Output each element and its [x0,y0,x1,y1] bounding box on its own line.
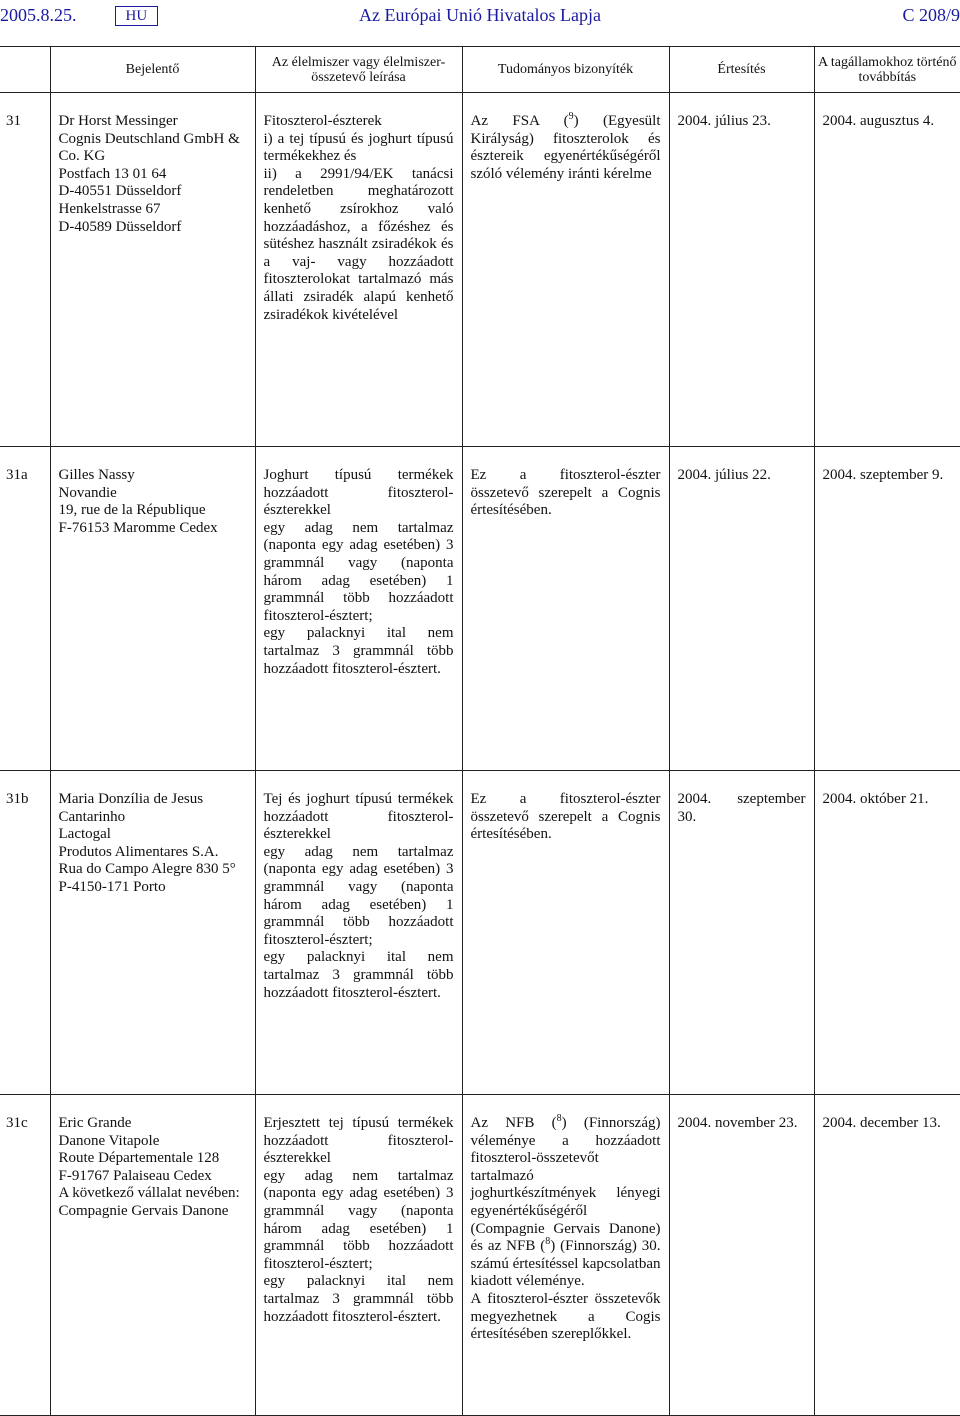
notifier-line: A következő vállalat nevében: [58,1185,240,1202]
row-number: 31c [0,1095,50,1416]
col-header-evidence: Tudományos bizonyíték [462,47,669,93]
notifier-line: Dr Horst Messinger [58,113,178,129]
evidence-cell [462,1095,669,1416]
table-header-row [0,47,960,93]
notifier-line: Route Départementale 128 [58,1150,220,1167]
evidence-cell: Ez a fitoszterol-észter összetevő szerepelt a Cognis értesítésében. [462,447,669,771]
description-line: egy palacknyi ital nem tartalmaz 3 grammnál több hozzáadott fitoszterol-észtert. [263,949,454,1001]
notifier-line: Rua do Campo Alegre 830 5° [58,861,236,878]
evidence-text: ) (Finnország) véleménye a hozzáadott fitoszterol-összetevőt tartalmazó joghurtkészítmények lényegi egyenértékűségéről (Compagnie Gervais Danone) és az NFB ( [470,1115,661,1255]
notifier-line: Novandie [58,484,117,501]
description-line: egy adag nem tartalmaz (naponta egy adag esetében) 3 grammnál vagy (naponta három adag esetében) 1 grammnál több hozzáadott fitoszterol-észtert; [263,519,454,624]
notifier-line: D-40589 Düsseldorf [58,218,182,235]
notifier-line: Eric Grande [58,1115,132,1131]
notifier-line: Produtos Alimentares S.A. [58,843,219,860]
notification-date: 2004. július 22. [669,447,814,771]
description-cell [255,93,462,447]
notification-date: 2004. július 23. [669,93,814,447]
notifier-cell [50,93,255,447]
notifier-line: P-4150-171 Porto [58,878,166,895]
notifier-cell [50,771,255,1095]
notifier-line: Lactogal [58,826,111,843]
language-badge: HU [115,6,159,26]
notifier-line: 19, rue de la République [58,502,206,519]
notifier-line: F-76153 Maromme Cedex [58,519,218,536]
table-row [0,771,960,1095]
notification-date: 2004. november 23. [669,1095,814,1416]
table-row [0,447,960,771]
description-line: Tej és joghurt típusú termékek hozzáadott fitoszterol-észterekkel [263,791,454,843]
table-row [0,1095,960,1416]
notifier-line: Gilles Nassy [58,467,135,483]
page-header [0,0,960,32]
description-line: ii) a 2991/94/EK tanácsi rendeletben meghatározott kenhető zsírokhoz való hozzáadáshoz, a főzéshez és sütéshez használt zsiradékok és a vaj- vagy hozzáadott fitoszterolokat tartalmazó más állati zsiradék alapú kenhető zsiradékok kivételével [263,165,454,323]
notifier-line: F-91767 Palaiseau Cedex [58,1167,212,1184]
description-line: i) a tej típusú és joghurt típusú termékekhez és [263,130,454,165]
footnote-ref: 8 [556,1113,562,1124]
footnote-ref: 9 [568,111,574,122]
description-cell [255,771,462,1095]
evidence-cell [462,93,669,447]
evidence-text: ) (Finnország) 30. számú értesítéssel kapcsolatban kiadott véleménye. [470,1238,661,1290]
notifier-line: D-40551 Düsseldorf [58,183,182,200]
description-cell [255,447,462,771]
description-line: egy palacknyi ital nem tartalmaz 3 grammnál több hozzáadott fitoszterol-észtert. [263,1273,454,1325]
notifier-cell [50,1095,255,1416]
col-header-notifier: Bejelentő [50,47,255,93]
row-number: 31b [0,771,50,1095]
description-line: egy adag nem tartalmaz (naponta egy adag esetében) 3 grammnál vagy (naponta három adag esetében) 1 grammnál több hozzáadott fitoszterol-észtert; [263,1167,454,1272]
notifier-line: Maria Donzília de Jesus Cantarinho [58,791,204,825]
forwarding-date: 2004. december 13. [814,1095,960,1416]
table-row [0,93,960,447]
evidence-paragraph [471,1115,661,1291]
journal-title: Az Európai Unió Hivatalos Lapja [359,5,601,26]
forwarding-date: 2004. augusztus 4. [814,93,960,447]
notification-date: 2004. szeptember 30. [669,771,814,1095]
row-number: 31 [0,93,50,447]
notifier-cell [50,447,255,771]
description-line: egy palacknyi ital nem tartalmaz 3 grammnál több hozzáadott fitoszterol-észtert. [263,625,454,677]
notifier-line: Danone Vitapole [58,1132,160,1149]
description-line: Fitoszterol-észterek [263,113,382,129]
description-cell [255,1095,462,1416]
evidence-cell: Ez a fitoszterol-észter összetevő szerepelt a Cognis értesítésében. [462,771,669,1095]
publication-date: 2005.8.25. [0,5,77,26]
notifications-table [0,46,960,1416]
forwarding-date: 2004. október 21. [814,771,960,1095]
notifier-line: Postfach 13 01 64 [58,165,167,182]
header-left [0,6,158,26]
col-header-forwarding: A tagállamokhoz történő továbbítás [814,47,960,93]
page-reference: C 208/9 [902,5,960,26]
row-number: 31a [0,447,50,771]
description-line: egy adag nem tartalmaz (naponta egy adag esetében) 3 grammnál vagy (naponta három adag esetében) 1 grammnál több hozzáadott fitoszterol-észtert; [263,843,454,948]
footnote-ref: 8 [545,1236,551,1248]
evidence-text: Az FSA ( [470,113,569,129]
col-header-notification: Értesítés [669,47,814,93]
description-line: Joghurt típusú termékek hozzáadott fitoszterol-észterekkel [263,467,454,519]
evidence-text: ) (Egyesült Királyság) fitoszterolok és észtereik egyenértékűségéről szóló vélemény iránti kérelme [470,113,661,182]
evidence-paragraph: A fitoszterol-észter összetevők megyezhetnek a Cogis értesítésében szereplőkkel. [470,1290,661,1343]
col-header-number [0,47,50,93]
forwarding-date: 2004. szeptember 9. [814,447,960,771]
evidence-text: Az NFB ( [470,1115,557,1131]
description-line: Erjesztett tej típusú termékek hozzáadott fitoszterol-észterekkel [263,1115,454,1167]
notifier-line: Compagnie Gervais Danone [58,1202,229,1219]
notifier-line: Cognis Deutschland GmbH & Co. KG [58,130,240,165]
col-header-description: Az élelmiszer vagy élelmiszer-összetevő leírása [255,47,462,93]
notifier-line: Henkelstrasse 67 [58,200,161,217]
